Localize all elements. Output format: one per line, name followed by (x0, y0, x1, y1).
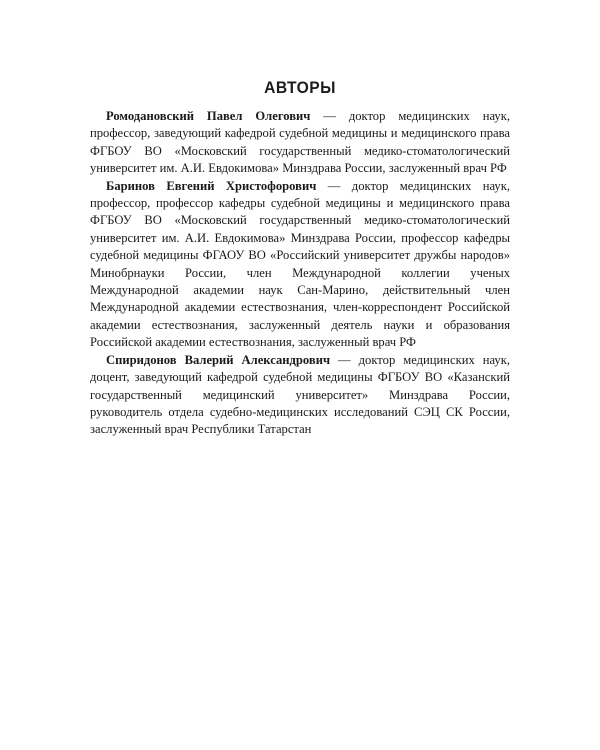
author-name: Баринов Евгений Христофорович (106, 178, 317, 193)
author-description: — доктор медицинских наук, доцент, заведующий кафедрой судебной медицины ФГБОУ ВО «Казанский государственный медицинский университет» Минздрава России, руководитель отдела судебно-медицинских исследований СЭЦ СК России, заслуженный врач Республики Татарстан (90, 352, 510, 437)
author-name: Ромодановский Павел Олегович (106, 109, 311, 123)
author-entry-spiridonov (90, 352, 510, 439)
author-entry-romodanovsky (90, 108, 510, 178)
page-title: АВТОРЫ (264, 78, 336, 97)
author-description: — доктор медицинских наук, профессор, профессор кафедры судебной медицины и медицинского права ФГБОУ ВО «Московский государственный медико-стоматологический университет им. А.И. Евдокимова» Минздрава России, профессор кафедры судебной медицины ФГАОУ ВО «Российский университет дружбы народов» Минобрнауки России, член Международной коллегии ученых Международной академии наук Сан-Марино, действительный член Международной академии естествознания, член-корреспондент Российской академии естествознания, заслуженный деятель науки и образования Российской академии естествознания, заслуженный врач РФ (90, 178, 510, 350)
author-entry-barinov (90, 178, 510, 352)
authors-list (90, 108, 510, 439)
author-name: Спиридонов Валерий Александрович (106, 352, 331, 367)
author-description: — доктор медицинских наук, профессор, заведующий кафедрой судебной медицины и медицинского права ФГБОУ ВО «Московский государственный медико-стоматологический университет им. А.И. Евдокимова» Минздрава России, заслуженный врач РФ (90, 109, 510, 176)
